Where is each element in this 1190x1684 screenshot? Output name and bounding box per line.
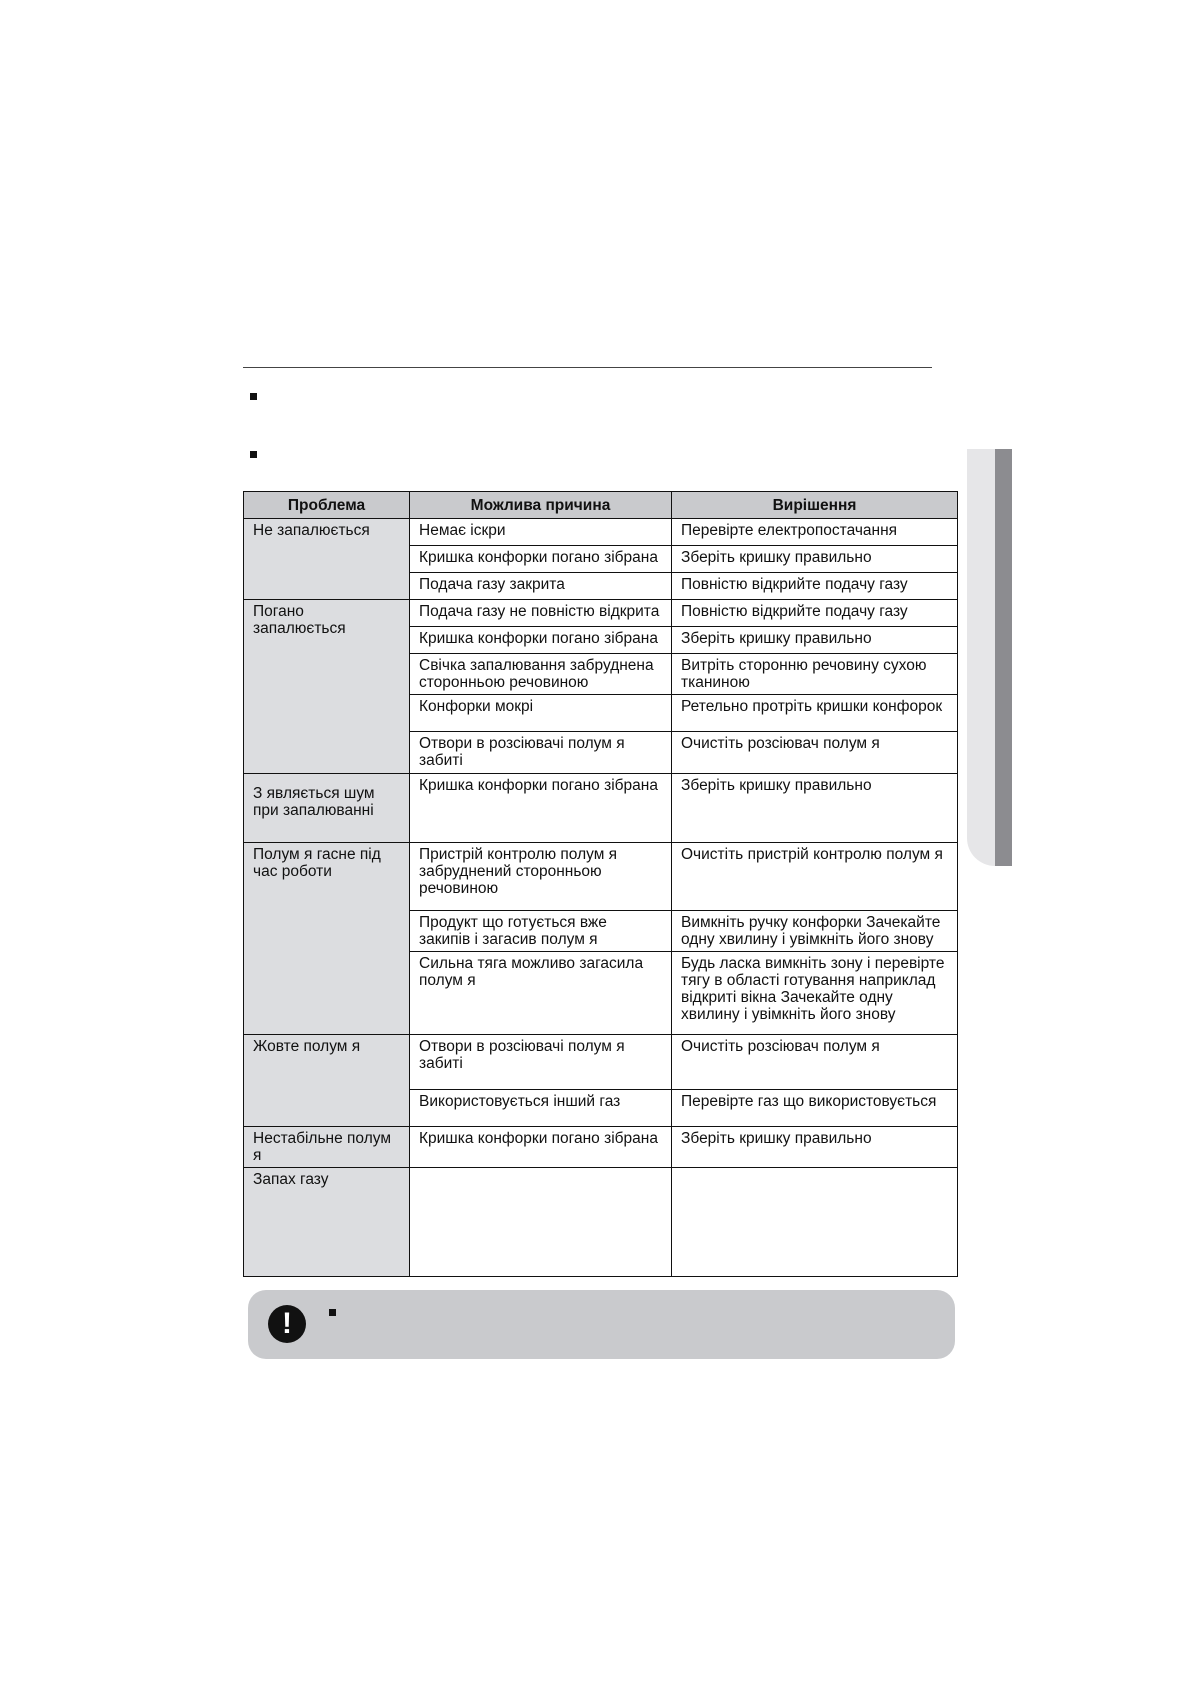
- cause-cell: Конфорки мокрі: [410, 695, 672, 732]
- square-bullet-icon: [250, 451, 257, 458]
- solution-cell: Повністю відкрийте подачу газу: [672, 600, 958, 627]
- cause-cell: Використовується інший газ: [410, 1090, 672, 1127]
- cause-cell: Отвори в розсіювачі полум я забиті: [410, 732, 672, 774]
- solution-cell: Ретельно протріть кришки конфорок: [672, 695, 958, 732]
- table-row: [244, 519, 958, 546]
- table-row: [244, 843, 958, 911]
- table-row: [244, 1168, 958, 1277]
- header-solution: Вирішення: [672, 492, 958, 519]
- solution-cell: Вимкніть ручку конфорки Зачекайте одну хвилину і увімкніть його знову: [672, 911, 958, 952]
- cause-cell: Свічка запалювання забруднена сторонньою речовиною: [410, 654, 672, 695]
- table-row: [244, 1035, 958, 1090]
- problem-cell: Жовте полум я: [244, 1035, 410, 1127]
- cause-cell: Немає іскри: [410, 519, 672, 546]
- problem-cell: Полум я гасне під час роботи: [244, 843, 410, 1035]
- problem-cell: Не запалюється: [244, 519, 410, 600]
- cause-cell: [410, 1168, 672, 1277]
- solution-cell: Зберіть кришку правильно: [672, 1127, 958, 1168]
- solution-cell: Зберіть кришку правильно: [672, 546, 958, 573]
- table-header-row: [244, 492, 958, 519]
- solution-cell: Зберіть кришку правильно: [672, 774, 958, 843]
- top-rule: [243, 367, 932, 368]
- exclamation-icon: !: [268, 1305, 306, 1343]
- warning-note: [248, 1290, 955, 1359]
- table-row: [244, 774, 958, 843]
- table-row: [244, 1127, 958, 1168]
- cause-cell: Продукт що готується вже закипів і загасив полум я: [410, 911, 672, 952]
- solution-cell: Зберіть кришку правильно: [672, 627, 958, 654]
- solution-cell: Очистіть розсіювач полум я: [672, 732, 958, 774]
- cause-cell: Кришка конфорки погано зібрана: [410, 627, 672, 654]
- solution-cell: [672, 1168, 958, 1277]
- cause-cell: Сильна тяга можливо загасила полум я: [410, 952, 672, 1035]
- problem-cell: Запах газу: [244, 1168, 410, 1277]
- problem-cell: Погано запалюється: [244, 600, 410, 774]
- cause-cell: Подача газу закрита: [410, 573, 672, 600]
- header-cause: Можлива причина: [410, 492, 672, 519]
- side-tab: [967, 449, 1012, 866]
- table-row: [244, 600, 958, 627]
- solution-cell: Очистіть пристрій контролю полум я: [672, 843, 958, 911]
- problem-cell: З являється шум при запалюванні: [244, 774, 410, 843]
- solution-cell: Будь ласка вимкніть зону і перевірте тягу в області готування наприклад відкриті вікна Зачекайте одну хвилину і увімкніть його знову: [672, 952, 958, 1035]
- solution-cell: Перевірте газ що використовується: [672, 1090, 958, 1127]
- square-bullet-icon: [329, 1309, 336, 1316]
- cause-cell: Пристрій контролю полум я забруднений сторонньою речовиною: [410, 843, 672, 911]
- troubleshooting-table: [243, 491, 958, 1277]
- header-problem: Проблема: [244, 492, 410, 519]
- square-bullet-icon: [250, 393, 257, 400]
- solution-cell: Перевірте електропостачання: [672, 519, 958, 546]
- cause-cell: Отвори в розсіювачі полум я забиті: [410, 1035, 672, 1090]
- cause-cell: Подача газу не повністю відкрита: [410, 600, 672, 627]
- problem-cell: Нестабільне полум я: [244, 1127, 410, 1168]
- solution-cell: Очистіть розсіювач полум я: [672, 1035, 958, 1090]
- side-tab-bar: [995, 449, 1012, 866]
- cause-cell: Кришка конфорки погано зібрана: [410, 1127, 672, 1168]
- cause-cell: Кришка конфорки погано зібрана: [410, 774, 672, 843]
- cause-cell: Кришка конфорки погано зібрана: [410, 546, 672, 573]
- solution-cell: Повністю відкрийте подачу газу: [672, 573, 958, 600]
- solution-cell: Витріть сторонню речовину сухою тканиною: [672, 654, 958, 695]
